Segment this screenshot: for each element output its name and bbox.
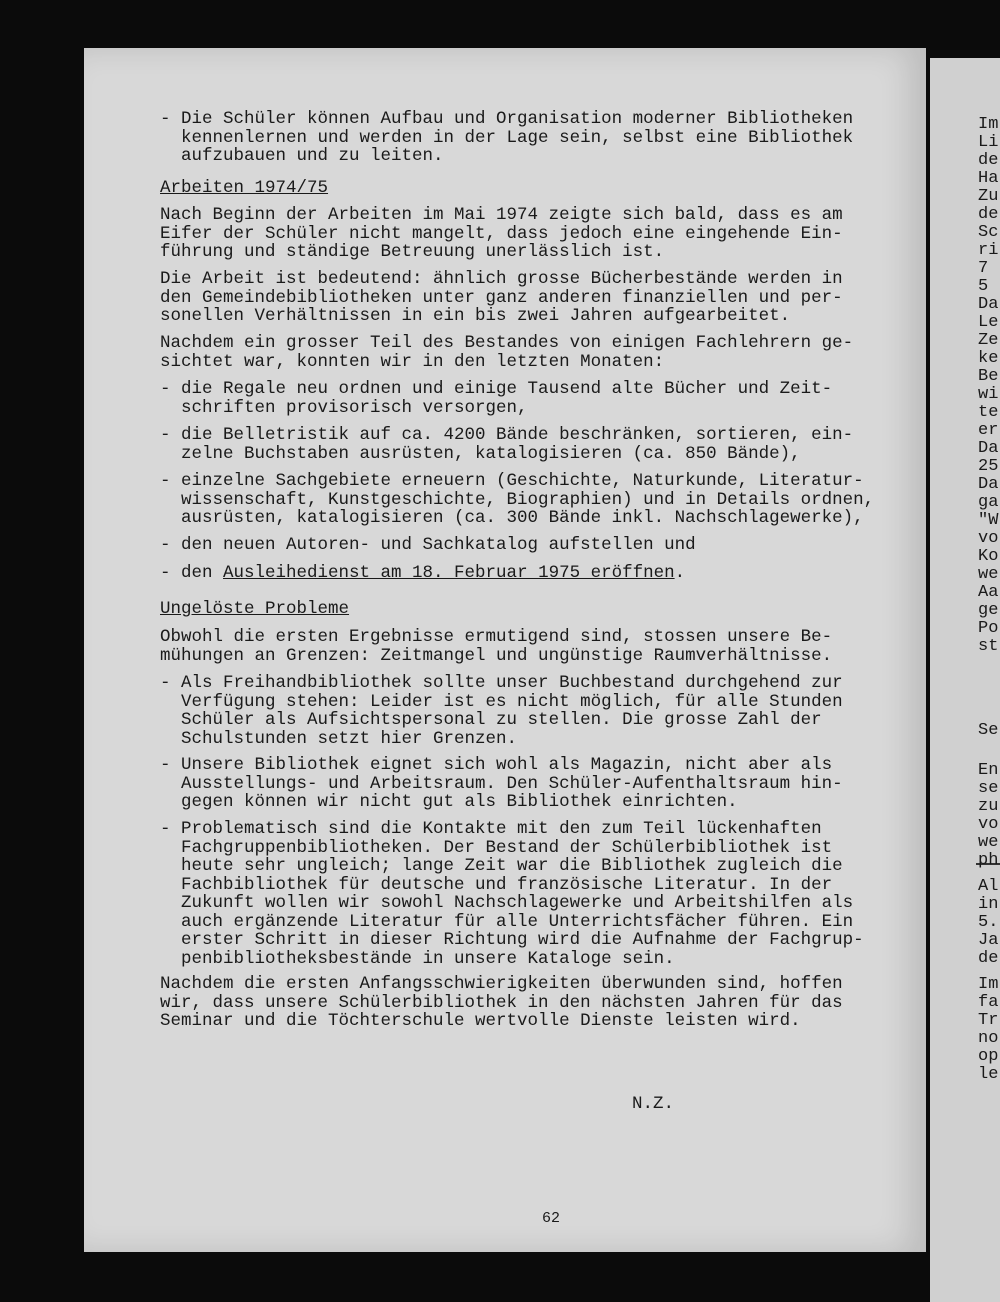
text-fragment: vo	[978, 529, 999, 548]
text-fragment: we	[978, 833, 999, 852]
text-fragment: Ko	[978, 547, 999, 566]
text-fragment: Ze	[978, 331, 999, 350]
document-page	[84, 48, 926, 1252]
text-fragment: Le	[978, 313, 999, 332]
text-fragment: Se	[978, 721, 999, 740]
text-fragment: Tr	[978, 1011, 999, 1030]
text-fragment: Da	[978, 439, 999, 458]
paragraph: Obwohl die ersten Ergebnisse ermutigend sind, stossen unsere Be- mühungen an Grenzen: Zeitmangel und ungünstige Raumverhältnisse.	[160, 627, 833, 666]
text-fragment: 25	[978, 457, 999, 476]
text-fragment: Im	[978, 975, 999, 994]
text-fragment: Sc	[978, 223, 999, 242]
list-item: - die Belletristik auf ca. 4200 Bände beschränken, sortieren, ein- zelne Buchstaben ausrüsten, katalogisieren (ca. 850 Bände),	[160, 425, 854, 464]
text-fragment: op	[978, 1047, 999, 1066]
list-item: - einzelne Sachgebiete erneuern (Geschichte, Naturkunde, Literatur- wissenschaft, Kunstgeschichte, Biographien) und in Details ordnen, ausrüsten, katalogisieren (ca. 300 Bände inkl. Nachschlagewerke),	[160, 471, 875, 528]
text-fragment: ri	[978, 241, 999, 260]
list-item: - den neuen Autoren- und Sachkatalog aufstellen und	[160, 535, 696, 555]
text-fragment: ga	[978, 493, 999, 512]
text-fragment: Im	[978, 115, 999, 134]
text-fragment: in	[978, 895, 999, 914]
paragraph: Nachdem ein grosser Teil des Bestandes von einigen Fachlehrern ge- sichtet war, konnten wir in den letzten Monaten:	[160, 333, 854, 372]
text-fragment: ph	[978, 851, 999, 870]
text-fragment: 7	[978, 259, 989, 278]
text-fragment: de	[978, 205, 999, 224]
text-fragment: 5.	[978, 913, 999, 932]
text-fragment: le	[978, 1065, 999, 1084]
paragraph: Nachdem die ersten Anfangsschwierigkeiten überwunden sind, hoffen wir, dass unsere Schülerbibliothek in den nächsten Jahren für das Seminar und die Töchterschule wertvolle Dienste leisten wird.	[160, 974, 843, 1031]
text-fragment: Be	[978, 367, 999, 386]
list-item: - Unsere Bibliothek eignet sich wohl als Magazin, nicht aber als Ausstellungs- und Arbeitsraum. Den Schüler-Aufenthaltsraum hin- gegen können wir nicht gut als Bibliothek einrichten.	[160, 755, 843, 812]
text-fragment: En	[978, 761, 999, 780]
adjacent-page-edge	[930, 58, 1000, 1302]
text-fragment: wi	[978, 385, 999, 404]
text-fragment: st	[978, 637, 999, 656]
list-item: - die Regale neu ordnen und einige Tausend alte Bücher und Zeit- schriften provisorisch versorgen,	[160, 379, 833, 418]
paragraph: Die Arbeit ist bedeutend: ähnlich grosse Bücherbestände werden in den Gemeindebibliotheken unter ganz anderen finanziellen und per- sonellen Verhältnissen in ein bis zwei Jahren aufgearbeitet.	[160, 269, 843, 326]
text-fragment: se	[978, 779, 999, 798]
text-fragment: de	[978, 151, 999, 170]
text-fragment: fa	[978, 993, 999, 1012]
text-fragment: Ha	[978, 169, 999, 188]
section-heading: Arbeiten 1974/75	[160, 178, 329, 198]
text-fragment: er	[978, 421, 999, 440]
section-heading: Ungelöste Probleme	[160, 599, 350, 619]
text-fragment: de	[978, 949, 999, 968]
text-fragment: Aa	[978, 583, 999, 602]
list-item: - den Ausleihedienst am 18. Februar 1975 eröffnen.	[160, 563, 686, 583]
text-fragment: "W	[978, 511, 999, 530]
text-fragment: Li	[978, 133, 999, 152]
page-number: 62	[542, 1210, 561, 1227]
text-fragment: we	[978, 565, 999, 584]
text-fragment: te	[978, 403, 999, 422]
text-fragment: zu	[978, 797, 999, 816]
text-fragment: Zu	[978, 187, 999, 206]
text-fragment: Da	[978, 475, 999, 494]
text-fragment: ke	[978, 349, 999, 368]
text-fragment: no	[978, 1029, 999, 1048]
list-item: - Die Schüler können Aufbau und Organisation moderner Bibliotheken kennenlernen und werden in der Lage sein, selbst eine Bibliothek aufzubauen und zu leiten.	[160, 109, 854, 166]
signature: N.Z.	[632, 1094, 675, 1114]
text-fragment: Da	[978, 295, 999, 314]
paragraph: Nach Beginn der Arbeiten im Mai 1974 zeigte sich bald, dass es am Eifer der Schüler nicht mangelt, dass jedoch eine eingehende Ein- führung und ständige Betreuung unerlässlich ist.	[160, 205, 843, 262]
text-fragment: Po	[978, 619, 999, 638]
text-fragment: vo	[978, 815, 999, 834]
underlined-text: Ausleihedienst am 18. Februar 1975 eröffnen	[223, 563, 675, 583]
text-fragment: ge	[978, 601, 999, 620]
text-fragment: 5	[978, 277, 989, 296]
text-fragment: Al	[978, 877, 999, 896]
list-item: - Als Freihandbibliothek sollte unser Buchbestand durchgehend zur Verfügung stehen: Leider ist es nicht möglich, für alle Stunden Schüler als Aufsichtspersonal zu stellen. Die grosse Zahl der Schulstunden setzt hier Grenzen.	[160, 673, 843, 749]
list-item: - Problematisch sind die Kontakte mit den zum Teil lückenhaften Fachgruppenbibliotheken. Der Bestand der Schülerbibliothek ist heute sehr ungleich; lange Zeit war die Bibliothek zugleich die Fachbibliothek für deutsche und französische Literatur. In der Zukunft wollen wir sowohl Nachschlagewerke und Arbeitshilfen als auch ergänzende Literatur für alle Unterrichtsfächer führen. Ein erster Schritt in dieser Richtung wird die Aufnahme der Fachgrup- penbibliotheksbestände in unsere Kataloge sein.	[160, 819, 864, 969]
text-fragment: Ja	[978, 931, 999, 950]
